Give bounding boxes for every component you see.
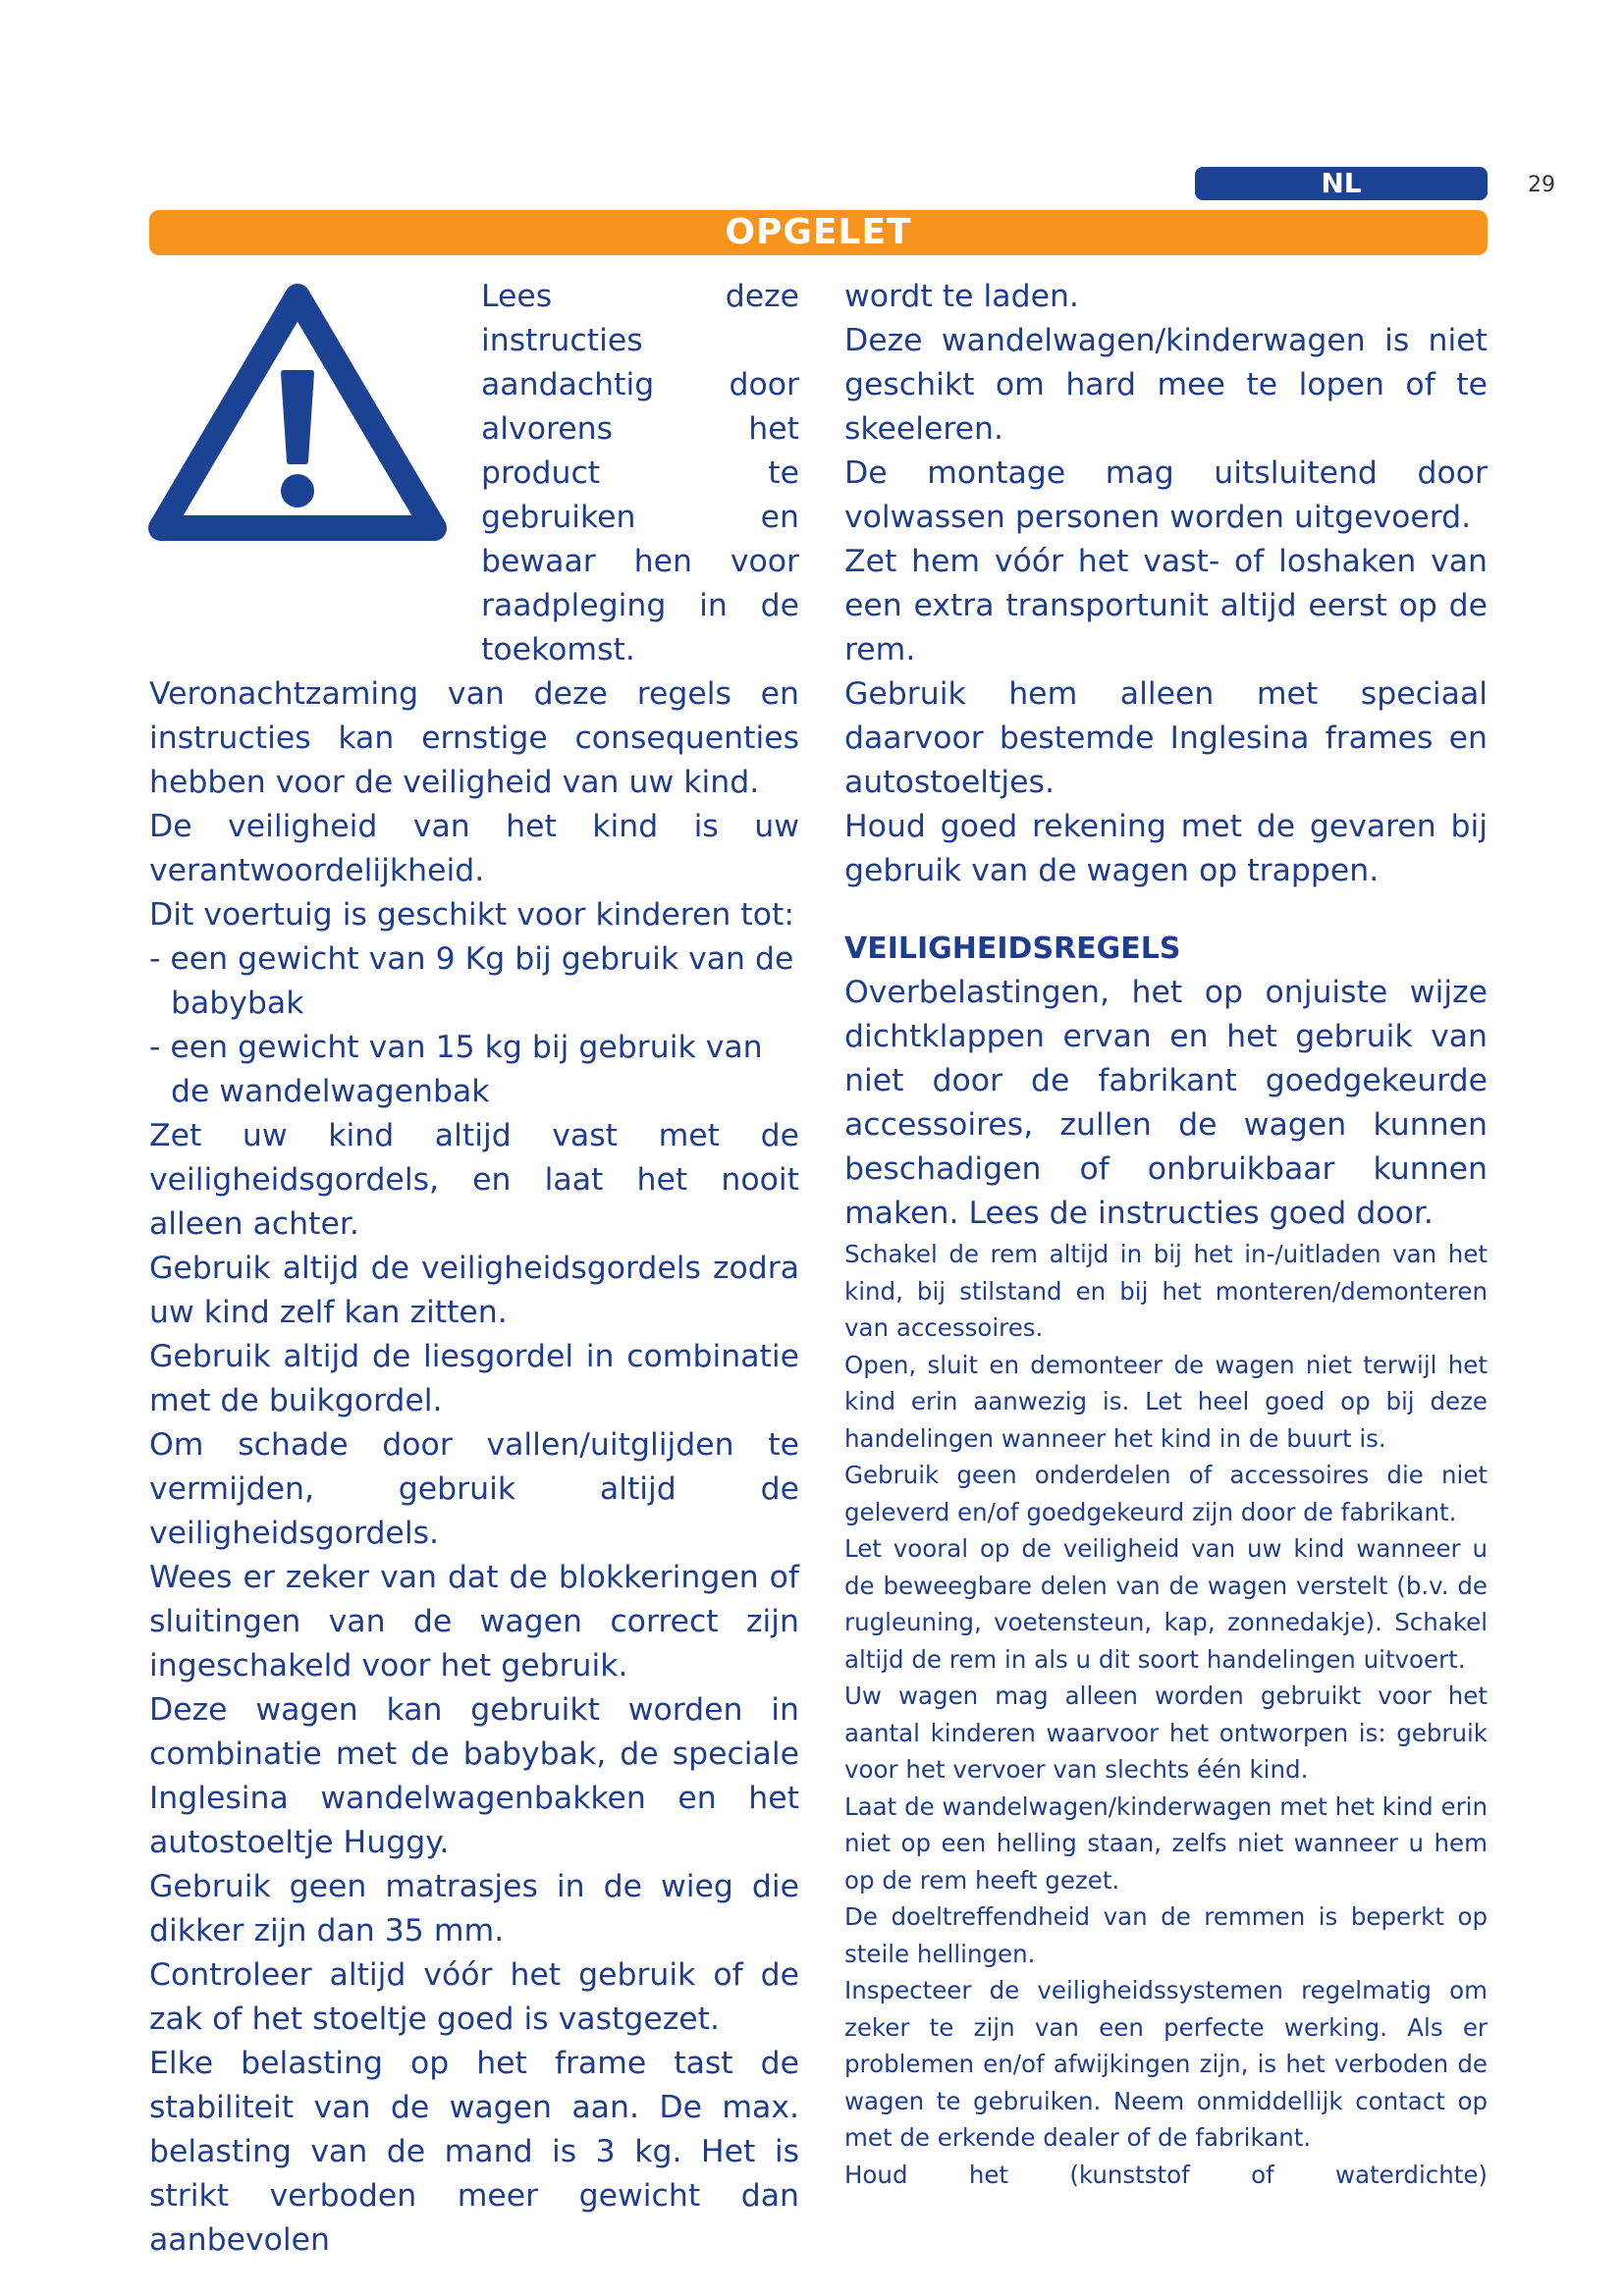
right-column	[844, 275, 1488, 2193]
paragraph: Gebruik hem alleen met speciaal daarvoor bestemde Inglesina frames en autostoeltjes.	[844, 676, 1488, 800]
paragraph: Gebruik altijd de veiligheidsgordels zodra uw kind zelf kan zitten.	[149, 1251, 799, 1330]
paragraph: Elke belasting op het frame tast de stabiliteit van de wagen aan. De max. belasting van de mand is 3 kg. Het is strikt verboden meer gewicht dan aanbevolen	[149, 2046, 799, 2258]
intro-text: Lees deze instructies aandachtig door alvorens het product te gebruiken en bewaar hen voor raadpleging in de toekomst.	[481, 279, 799, 667]
bullet-item: - een gewicht van 15 kg bij gebruik van de wandelwagenbak	[149, 1030, 763, 1109]
warning-banner: OPGELET	[149, 210, 1488, 255]
section-heading: VEILIGHEIDSREGELS	[844, 932, 1181, 966]
paragraph: Zet hem vóór het vast- of loshaken van een extra transportunit altijd eerst op de rem.	[844, 544, 1488, 667]
paragraph: Overbelastingen, het op onjuiste wijze dichtklappen ervan en het gebruik van niet door de fabrikant goedgekeurde accessoires, zullen de wagen kunnen beschadigen of onbruikbaar kunnen maken. Lees de instructies goed door.	[844, 975, 1488, 1231]
paragraph: Wees er zeker van dat de blokkeringen of sluitingen van de wagen correct zijn ingeschakeld voor het gebruik.	[149, 1560, 799, 1683]
paragraph: Om schade door vallen/uitglijden te vermijden, gebruik altijd de veiligheidsgordels.	[149, 1427, 799, 1551]
small-paragraph: Schakel de rem altijd in bij het in-/uitladen van het kind, bij stilstand en bij het monteren/demonteren van accessoires.	[844, 1240, 1488, 1342]
paragraph: Dit voertuig is geschikt voor kinderen tot:	[149, 897, 794, 933]
paragraph: wordt te laden.	[844, 279, 1079, 314]
paragraph: Gebruik geen matrasjes in de wieg die dikker zijn dan 35 mm.	[149, 1869, 799, 1949]
paragraph: Deze wandelwagen/kinderwagen is niet geschikt om hard mee te lopen of te skeeleren.	[844, 323, 1488, 447]
language-tab: NL	[1195, 167, 1488, 200]
small-paragraph: Laat de wandelwagen/kinderwagen met het kind erin niet op een helling staan, zelfs niet wanneer u hem op de rem heeft gezet.	[844, 1791, 1488, 1895]
bullet-item: - een gewicht van 9 Kg bij gebruik van de babybak	[149, 941, 794, 1021]
paragraph: Gebruik altijd de liesgordel in combinatie met de buikgordel.	[149, 1339, 799, 1418]
paragraph: De montage mag uitsluitend door volwassen personen worden uitgevoerd.	[844, 455, 1488, 535]
paragraph: De veiligheid van het kind is uw verantwoordelijkheid.	[149, 809, 799, 888]
page-number: 29	[1528, 173, 1555, 197]
small-paragraph: Inspecteer de veiligheidssystemen regelmatig om zeker te zijn van een perfecte werking. Als er problemen en/of afwijkingen zijn, is het verboden de wagen te gebruiken. Neem onmiddellijk contact op met de erkende dealer of de fabrikant.	[844, 1976, 1488, 2152]
paragraph: Controleer altijd vóór het gebruik of de zak of het stoeltje goed is vastgezet.	[149, 1957, 799, 2037]
small-paragraph: Uw wagen mag alleen worden gebruikt voor het aantal kinderen waarvoor het ontworpen is: gebruik voor het vervoer van slechts één kind.	[844, 1682, 1488, 1784]
paragraph: Houd goed rekening met de gevaren bij gebruik van de wagen op trappen.	[844, 809, 1488, 888]
paragraph: Veronachtzaming van deze regels en instructies kan ernstige consequenties hebben voor de veiligheid van uw kind.	[149, 676, 799, 800]
small-paragraph: Houd het (kunststof of waterdichte)	[844, 2160, 1488, 2189]
left-column	[149, 275, 799, 2263]
paragraph: Zet uw kind altijd vast met de veiligheidsgordels, en laat het nooit alleen achter.	[149, 1118, 799, 1242]
small-text-block	[844, 1236, 1488, 2193]
small-paragraph: De doeltreffendheid van de remmen is beperkt op steile hellingen.	[844, 1902, 1488, 1968]
small-paragraph: Open, sluit en demonteer de wagen niet terwijl het kind erin aanwezig is. Let heel goed op bij deze handelingen wanneer het kind in de buurt is.	[844, 1350, 1488, 1453]
paragraph: Deze wagen kan gebruikt worden in combinatie met de babybak, de speciale Inglesina wandelwagenbakken en het autostoeltje Huggy.	[149, 1692, 799, 1860]
small-paragraph: Gebruik geen onderdelen of accessoires die niet geleverd en/of goedgekeurd zijn door de fabrikant.	[844, 1461, 1488, 1526]
small-paragraph: Let vooral op de veiligheid van uw kind wanneer u de beweegbare delen van de wagen verstelt (b.v. de rugleuning, voetensteun, kap, zonnedakje). Schakel altijd de rem in als u dit soort handelingen uitvoert.	[844, 1534, 1488, 1674]
